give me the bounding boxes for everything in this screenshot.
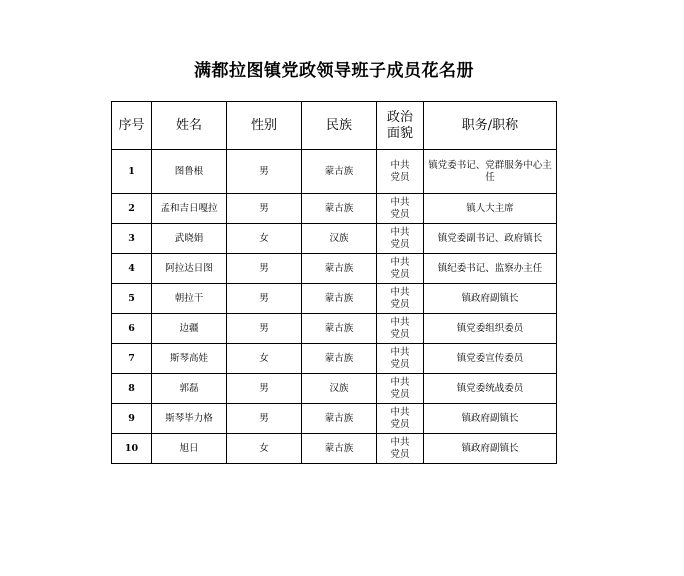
- header-political-line1: 政治: [386, 109, 413, 125]
- cell-position: 镇党委组织委员: [424, 314, 557, 344]
- table-row: [112, 254, 557, 284]
- cell-political-line1: 中共: [390, 436, 410, 448]
- cell-political-line2: 党员: [390, 358, 410, 370]
- cell-political-status: [377, 150, 424, 194]
- table-row: [112, 150, 557, 194]
- cell-political-status: [377, 284, 424, 314]
- table-header-row: [112, 102, 557, 150]
- cell-ethnicity: 汉族: [302, 224, 377, 254]
- cell-seq: 9: [112, 404, 152, 434]
- cell-political-status: [377, 194, 424, 224]
- cell-political-status: [377, 314, 424, 344]
- cell-ethnicity: 蒙古族: [302, 404, 377, 434]
- cell-ethnicity: 蒙古族: [302, 194, 377, 224]
- header-political-status: [377, 102, 424, 150]
- cell-political-line1: 中共: [390, 406, 410, 418]
- cell-political-line2: 党员: [390, 328, 410, 340]
- cell-ethnicity: 蒙古族: [302, 254, 377, 284]
- cell-seq: 10: [112, 434, 152, 464]
- header-gender: 性别: [227, 102, 302, 150]
- page-title: 满都拉图镇党政领导班子成员花名册: [194, 61, 474, 81]
- cell-gender: 男: [227, 254, 302, 284]
- table-row: [112, 374, 557, 404]
- cell-political-line1: 中共: [390, 346, 410, 358]
- cell-gender: 男: [227, 150, 302, 194]
- cell-ethnicity: 汉族: [302, 374, 377, 404]
- cell-name: 斯琴高娃: [152, 344, 227, 374]
- cell-position: 镇党委书记、党群服务中心主任: [424, 150, 557, 194]
- cell-political-line1: 中共: [390, 159, 410, 171]
- table-body: [112, 150, 557, 464]
- cell-political-line2: 党员: [390, 171, 410, 183]
- cell-seq: 2: [112, 194, 152, 224]
- cell-political-line2: 党员: [390, 418, 410, 430]
- table-row: [112, 224, 557, 254]
- cell-name: 旭日: [152, 434, 227, 464]
- cell-name: 边疆: [152, 314, 227, 344]
- cell-seq: 5: [112, 284, 152, 314]
- cell-name: 阿拉达日图: [152, 254, 227, 284]
- cell-position: 镇纪委书记、监察办主任: [424, 254, 557, 284]
- cell-name: 斯琴毕力格: [152, 404, 227, 434]
- cell-ethnicity: 蒙古族: [302, 314, 377, 344]
- cell-gender: 男: [227, 404, 302, 434]
- cell-gender: 女: [227, 224, 302, 254]
- cell-political-status: [377, 224, 424, 254]
- table-row: [112, 194, 557, 224]
- cell-political-line1: 中共: [390, 316, 410, 328]
- table-row: [112, 404, 557, 434]
- cell-political-status: [377, 344, 424, 374]
- cell-political-status: [377, 254, 424, 284]
- cell-name: 武晓娟: [152, 224, 227, 254]
- cell-political-line2: 党员: [390, 298, 410, 310]
- table-row: [112, 434, 557, 464]
- roster-table: [111, 101, 557, 464]
- cell-political-line2: 党员: [390, 388, 410, 400]
- cell-ethnicity: 蒙古族: [302, 344, 377, 374]
- cell-political-line1: 中共: [390, 196, 410, 208]
- cell-political-status: [377, 374, 424, 404]
- cell-gender: 男: [227, 314, 302, 344]
- cell-political-status: [377, 404, 424, 434]
- cell-seq: 4: [112, 254, 152, 284]
- cell-seq: 3: [112, 224, 152, 254]
- cell-name: 图鲁根: [152, 150, 227, 194]
- cell-position: 镇党委宣传委员: [424, 344, 557, 374]
- cell-gender: 男: [227, 194, 302, 224]
- cell-name: 朝拉干: [152, 284, 227, 314]
- cell-position: 镇党委副书记、政府镇长: [424, 224, 557, 254]
- cell-seq: 1: [112, 150, 152, 194]
- cell-political-status: [377, 434, 424, 464]
- cell-gender: 女: [227, 344, 302, 374]
- table-row: [112, 314, 557, 344]
- table-row: [112, 344, 557, 374]
- cell-ethnicity: 蒙古族: [302, 434, 377, 464]
- cell-gender: 男: [227, 374, 302, 404]
- cell-political-line1: 中共: [390, 286, 410, 298]
- header-position: 职务/职称: [424, 102, 557, 150]
- cell-political-line2: 党员: [390, 448, 410, 460]
- cell-seq: 8: [112, 374, 152, 404]
- cell-position: 镇党委统战委员: [424, 374, 557, 404]
- cell-political-line2: 党员: [390, 268, 410, 280]
- header-seq: 序号: [112, 102, 152, 150]
- cell-political-line2: 党员: [390, 208, 410, 220]
- cell-ethnicity: 蒙古族: [302, 284, 377, 314]
- cell-position: 镇人大主席: [424, 194, 557, 224]
- table-row: [112, 284, 557, 314]
- cell-name: 郭磊: [152, 374, 227, 404]
- header-political-line2: 面貌: [386, 125, 413, 141]
- cell-name: 孟和吉日嘎拉: [152, 194, 227, 224]
- cell-political-line1: 中共: [390, 226, 410, 238]
- header-name: 姓名: [152, 102, 227, 150]
- cell-political-line2: 党员: [390, 238, 410, 250]
- cell-position: 镇政府副镇长: [424, 434, 557, 464]
- cell-position: 镇政府副镇长: [424, 404, 557, 434]
- cell-political-line1: 中共: [390, 256, 410, 268]
- cell-gender: 男: [227, 284, 302, 314]
- header-ethnicity: 民族: [302, 102, 377, 150]
- cell-ethnicity: 蒙古族: [302, 150, 377, 194]
- cell-seq: 6: [112, 314, 152, 344]
- cell-gender: 女: [227, 434, 302, 464]
- cell-position: 镇政府副镇长: [424, 284, 557, 314]
- cell-political-line1: 中共: [390, 376, 410, 388]
- cell-seq: 7: [112, 344, 152, 374]
